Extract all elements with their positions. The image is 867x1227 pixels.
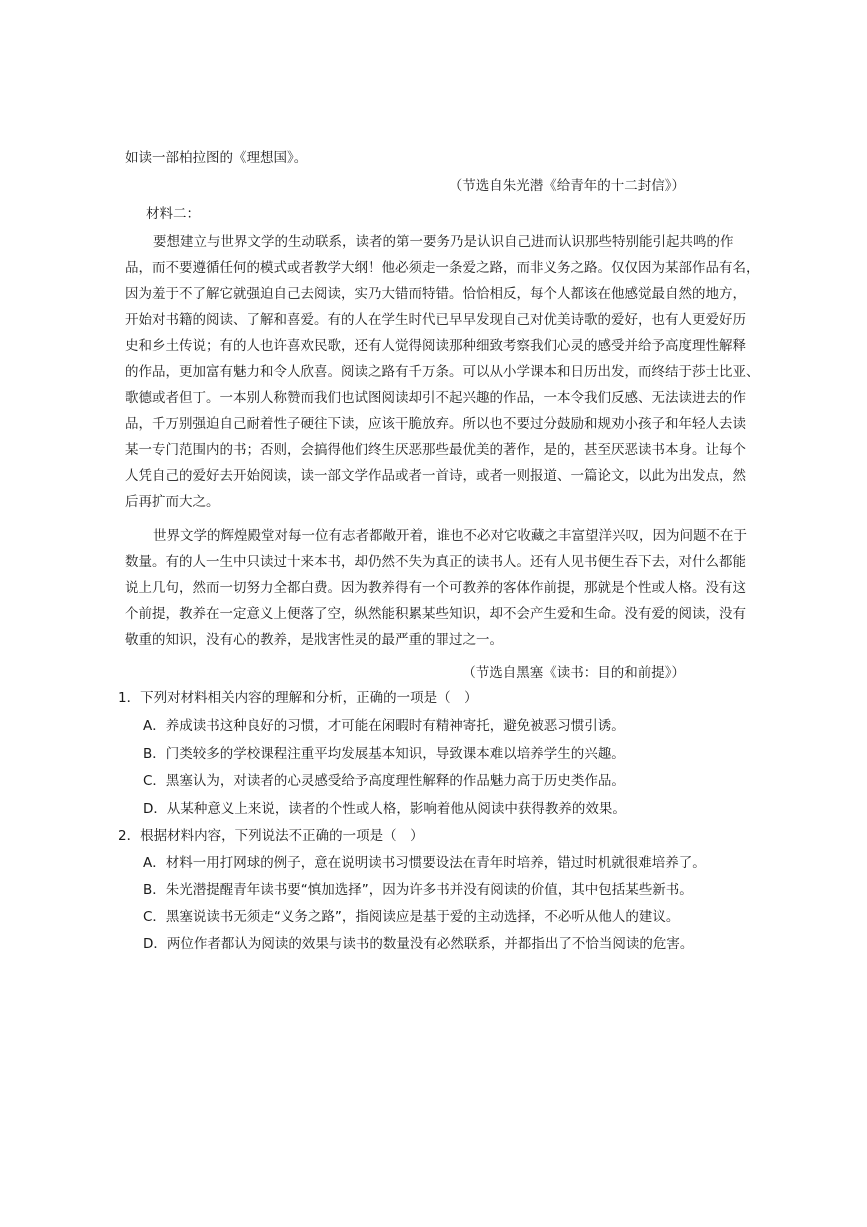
paragraph-line: 某一专门范围内的书；否则，会搞得他们终生厌恶那些最优美的著作，是的，甚至厌恶读书本身。让每个	[125, 442, 746, 458]
question-stem: 1．下列对材料相关内容的理解和分析，正确的一项是（ ）	[118, 690, 478, 706]
paragraph-line: 后再扩而大之。	[125, 494, 220, 510]
question-option: B．门类较多的学校课程注重平均发展基本知识，导致课本难以培养学生的兴趣。	[143, 746, 625, 762]
question-option: D．两位作者都认为阅读的效果与读书的数量没有必然联系，并都指出了不恰当阅读的危害。	[143, 936, 694, 952]
paragraph-line: 品，而不要遵循任何的模式或者教学大纲！他必须走一条爱之路，而非义务之路。仅仅因为某部作品有名，	[125, 260, 760, 276]
paragraph-line: 因为羞于不了解它就强迫自己去阅读，实乃大错而特错。恰恰相反，每个人都该在他感觉最自然的地方，	[125, 286, 746, 302]
question-option: A．材料一用打网球的例子，意在说明读书习惯要设法在青年时培养，错过时机就很难培养了。	[143, 855, 706, 871]
question-option: D．从某种意义上来说，读者的个性或人格，影响着他从阅读中获得教养的效果。	[143, 801, 626, 817]
paragraph-line: 要想建立与世界文学的生动联系，读者的第一要务乃是认识自己进而认识那些特别能引起共鸣的作	[153, 234, 734, 250]
question-option: B．朱光潜提醒青年读书要“慎加选择”，因为许多书并没有阅读的价值，其中包括某些新书。	[143, 882, 693, 898]
question-option: A．养成读书这种良好的习惯，才可能在闲暇时有精神寄托，避免被恶习惯引诱。	[143, 718, 625, 734]
paragraph-line: 品，千万别强迫自己耐着性子硬往下读，应该干脆放弃。所以也不要过分鼓励和规劝小孩子和年轻人去读	[125, 416, 746, 432]
paragraph-line: 开始对书籍的阅读、了解和喜爱。有的人在学生时代已早早发现自己对优美诗歌的爱好，也有人更爱好历	[125, 312, 746, 328]
material1-tail: 如读一部柏拉图的《理想国》。	[125, 150, 308, 166]
paragraph-line: 史和乡土传说；有的人也许喜欢民歌，还有人觉得阅读那种细致考察我们心灵的感受并给予高度理性解释	[125, 338, 746, 354]
paragraph-line: 说上几句，然而一切努力全都白费。因为教养得有一个可教养的客体作前提，那就是个性或人格。没有这	[125, 580, 746, 596]
paragraph-line: 数量。有的人一生中只读过十来本书，却仍然不失为真正的读书人。还有人见书便生吞下去，对什么都能	[125, 554, 746, 570]
source-citation-2: （节选自黑塞《读书：目的和前提》）	[462, 665, 685, 681]
paragraph-line: 人凭自己的爱好去开始阅读，读一部文学作品或者一首诗，或者一则报道、一篇论文，以此为出发点，然	[125, 468, 746, 484]
question-stem: 2．根据材料内容，下列说法不正确的一项是（ ）	[118, 828, 424, 844]
question-option: C．黑塞说读书无须走“义务之路”，指阅读应是基于爱的主动选择，不必听从他人的建议。	[143, 909, 680, 925]
paragraph-line: 歌德或者但丁。一本别人称赞而我们也试图阅读却引不起兴趣的作品，一本令我们反感、无法读进去的作	[125, 390, 746, 406]
question-option: C．黑塞认为，对读者的心灵感受给予高度理性解释的作品魅力高于历史类作品。	[143, 773, 625, 789]
paragraph-line: 的作品，更加富有魅力和令人欣喜。阅读之路有千万条。可以从小学课本和日历出发，而终结于莎士比亚、	[125, 364, 760, 380]
source-citation-1: （节选自朱光潜《给青年的十二封信》）	[448, 178, 685, 194]
paragraph-line: 敬重的知识，没有心的教养，是戕害性灵的最严重的罪过之一。	[125, 632, 503, 648]
paragraph-line: 世界文学的辉煌殿堂对每一位有志者都敞开着，谁也不必对它收藏之丰富望洋兴叹，因为问题不在于	[153, 528, 747, 544]
material2-heading: 材料二：	[146, 206, 200, 222]
paragraph-line: 个前提，教养在一定意义上便落了空，纵然能积累某些知识，却不会产生爱和生命。没有爱的阅读，没有	[125, 606, 746, 622]
